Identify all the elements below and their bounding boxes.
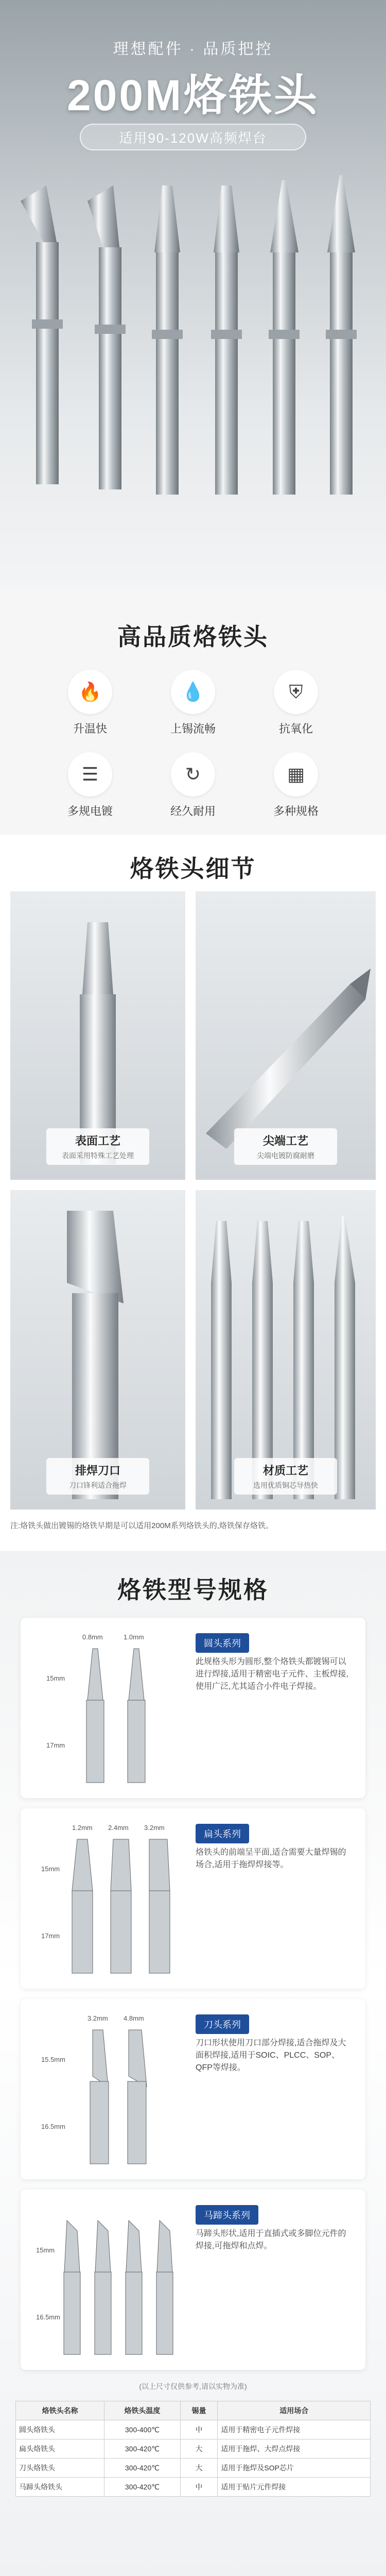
tip-5 xyxy=(269,180,300,495)
droplet-icon: 💧 xyxy=(171,670,215,714)
feature-oxidation: ⛨ 抗氧化 xyxy=(257,670,335,736)
spec-table xyxy=(15,2401,371,2497)
detail-blade xyxy=(10,1190,185,1510)
table-row: 马蹄头烙铁头 300-420℃ 中 适用于贴片元件焊接 xyxy=(16,2478,371,2497)
spec-card-round: 0.8mm 1.0mm 15mm 17mm 圆头系列 此规格头形为圆形,整个烙铁头都镀锡可以进行焊接,适用于精密电子元件、主板焊接,使用广泛,尤其适合小件电子焊接。 xyxy=(21,1618,365,1798)
flat-tip-drawing xyxy=(21,1808,190,1989)
detail-caption-2: 尖端工艺 尖端电镀防腐耐磨 xyxy=(234,1128,337,1165)
specs-section xyxy=(0,1551,386,2576)
tip-2 xyxy=(87,185,126,489)
details-note: 注:烙铁头做出镀锡的烙铁早期是可以适用200M系列烙铁头的,烙铁保存烙铁。 xyxy=(10,1521,273,1530)
shield-icon: ⛨ xyxy=(274,670,318,714)
flame-icon: 🔥 xyxy=(68,670,112,714)
detail-caption-1: 表面工艺 表面采用特殊工艺处理 xyxy=(46,1128,149,1165)
hero-banner xyxy=(0,0,386,587)
quality-section xyxy=(0,587,386,835)
feature-tin: 💧 上锡流畅 xyxy=(154,670,232,736)
detail-caption-4: 材质工艺 选用优质铜芯导热快 xyxy=(234,1458,337,1495)
tip-6 xyxy=(326,175,357,495)
spec-desc-round: 此规格头形为圆形,整个烙铁头都镀锡可以进行焊接,适用于精密电子元件、主板焊接,使用广泛,尤其适合小件电子焊接。 xyxy=(196,1657,348,1691)
table-header: 适用场合 xyxy=(218,2401,371,2420)
bevel-tip-drawing xyxy=(21,2190,190,2370)
detail-surface xyxy=(10,891,185,1180)
spec-tag-round: 圆头系列 xyxy=(196,1633,249,1653)
spec-card-bevel: 15mm 16.5mm 马蹄头系列 马蹄头形状,适用于直插式或多脚位元件的焊接,可拖焊和点焊。 xyxy=(21,2190,365,2370)
grid-icon: ▦ xyxy=(274,752,318,796)
spec-card-knife: 3.2mm 4.8mm 15.5mm 16.5mm 刀头系列 刀口形状使用刀口部分焊接,适合拖焊及大面积焊接,适用于SOIC、PLCC、SOP、QFP等焊接。 xyxy=(21,1999,365,2179)
feature-plating: ☰ 多规电镀 xyxy=(51,752,129,819)
spec-desc-flat: 烙铁头的前端呈平面,适合需要大量焊锡的场合,适用于拖焊焊接等。 xyxy=(196,1848,346,1869)
hero-badge: 理想配件 · 品质把控 xyxy=(113,41,273,58)
spec-desc-knife: 刀口形状使用刀口部分焊接,适合拖焊及大面积焊接,适用于SOIC、PLCC、SOP、QFP等焊接。 xyxy=(196,2039,346,2072)
details-title: 烙铁头细节 xyxy=(130,855,256,882)
tip-4 xyxy=(211,185,242,495)
hero-subtitle: 适用90-120W高频焊台 xyxy=(80,124,306,150)
table-header: 锡量 xyxy=(180,2401,218,2420)
tip-3 xyxy=(152,185,183,495)
feature-specs: ▦ 多种规格 xyxy=(257,752,335,819)
detail-material xyxy=(196,1190,376,1510)
detail-caption-3: 排焊刀口 刀口锋利适合拖焊 xyxy=(46,1458,149,1495)
table-row: 刀头烙铁头 300-420℃ 大 适用于拖焊及SOP芯片 xyxy=(16,2459,371,2478)
table-header: 烙铁头温度 xyxy=(104,2401,180,2420)
feature-heat: 🔥 升温快 xyxy=(51,670,129,736)
feature-durable: ↻ 经久耐用 xyxy=(154,752,232,819)
soldering-tips-illustration xyxy=(0,165,386,577)
table-row: 圆头烙铁头 300-400℃ 中 适用于精密电子元件焊接 xyxy=(16,2420,371,2439)
spec-tag-knife: 刀头系列 xyxy=(196,2014,249,2034)
knife-tip-drawing xyxy=(21,1999,190,2179)
quality-title: 高品质烙铁头 xyxy=(117,623,269,650)
detail-tip xyxy=(196,891,376,1180)
tip-1 xyxy=(21,185,63,484)
spec-card-flat: 1.2mm 2.4mm 3.2mm 15mm 17mm 扁头系列 烙铁头的前端呈平面,适合需要大量焊锡的场合,适用于拖焊焊接等。 xyxy=(21,1808,365,1989)
spec-desc-bevel: 马蹄头形状,适用于直插式或多脚位元件的焊接,可拖焊和点焊。 xyxy=(196,2229,346,2250)
spec-tag-bevel: 马蹄头系列 xyxy=(196,2205,258,2225)
hero-title: 200M烙铁头 xyxy=(66,71,320,120)
round-tip-drawing xyxy=(21,1618,190,1798)
refresh-icon: ↻ xyxy=(171,752,215,796)
spec-tag-flat: 扁头系列 xyxy=(196,1824,249,1843)
details-section xyxy=(0,835,386,1551)
specs-caption: (以上尺寸仅供参考,请以实物为准) xyxy=(139,2382,247,2391)
table-header: 烙铁头名称 xyxy=(16,2401,104,2420)
layers-icon: ☰ xyxy=(68,752,112,796)
specs-title: 烙铁型号规格 xyxy=(117,1577,269,1603)
table-row: 扁头烙铁头 300-420℃ 大 适用于拖焊、大焊点焊接 xyxy=(16,2439,371,2459)
